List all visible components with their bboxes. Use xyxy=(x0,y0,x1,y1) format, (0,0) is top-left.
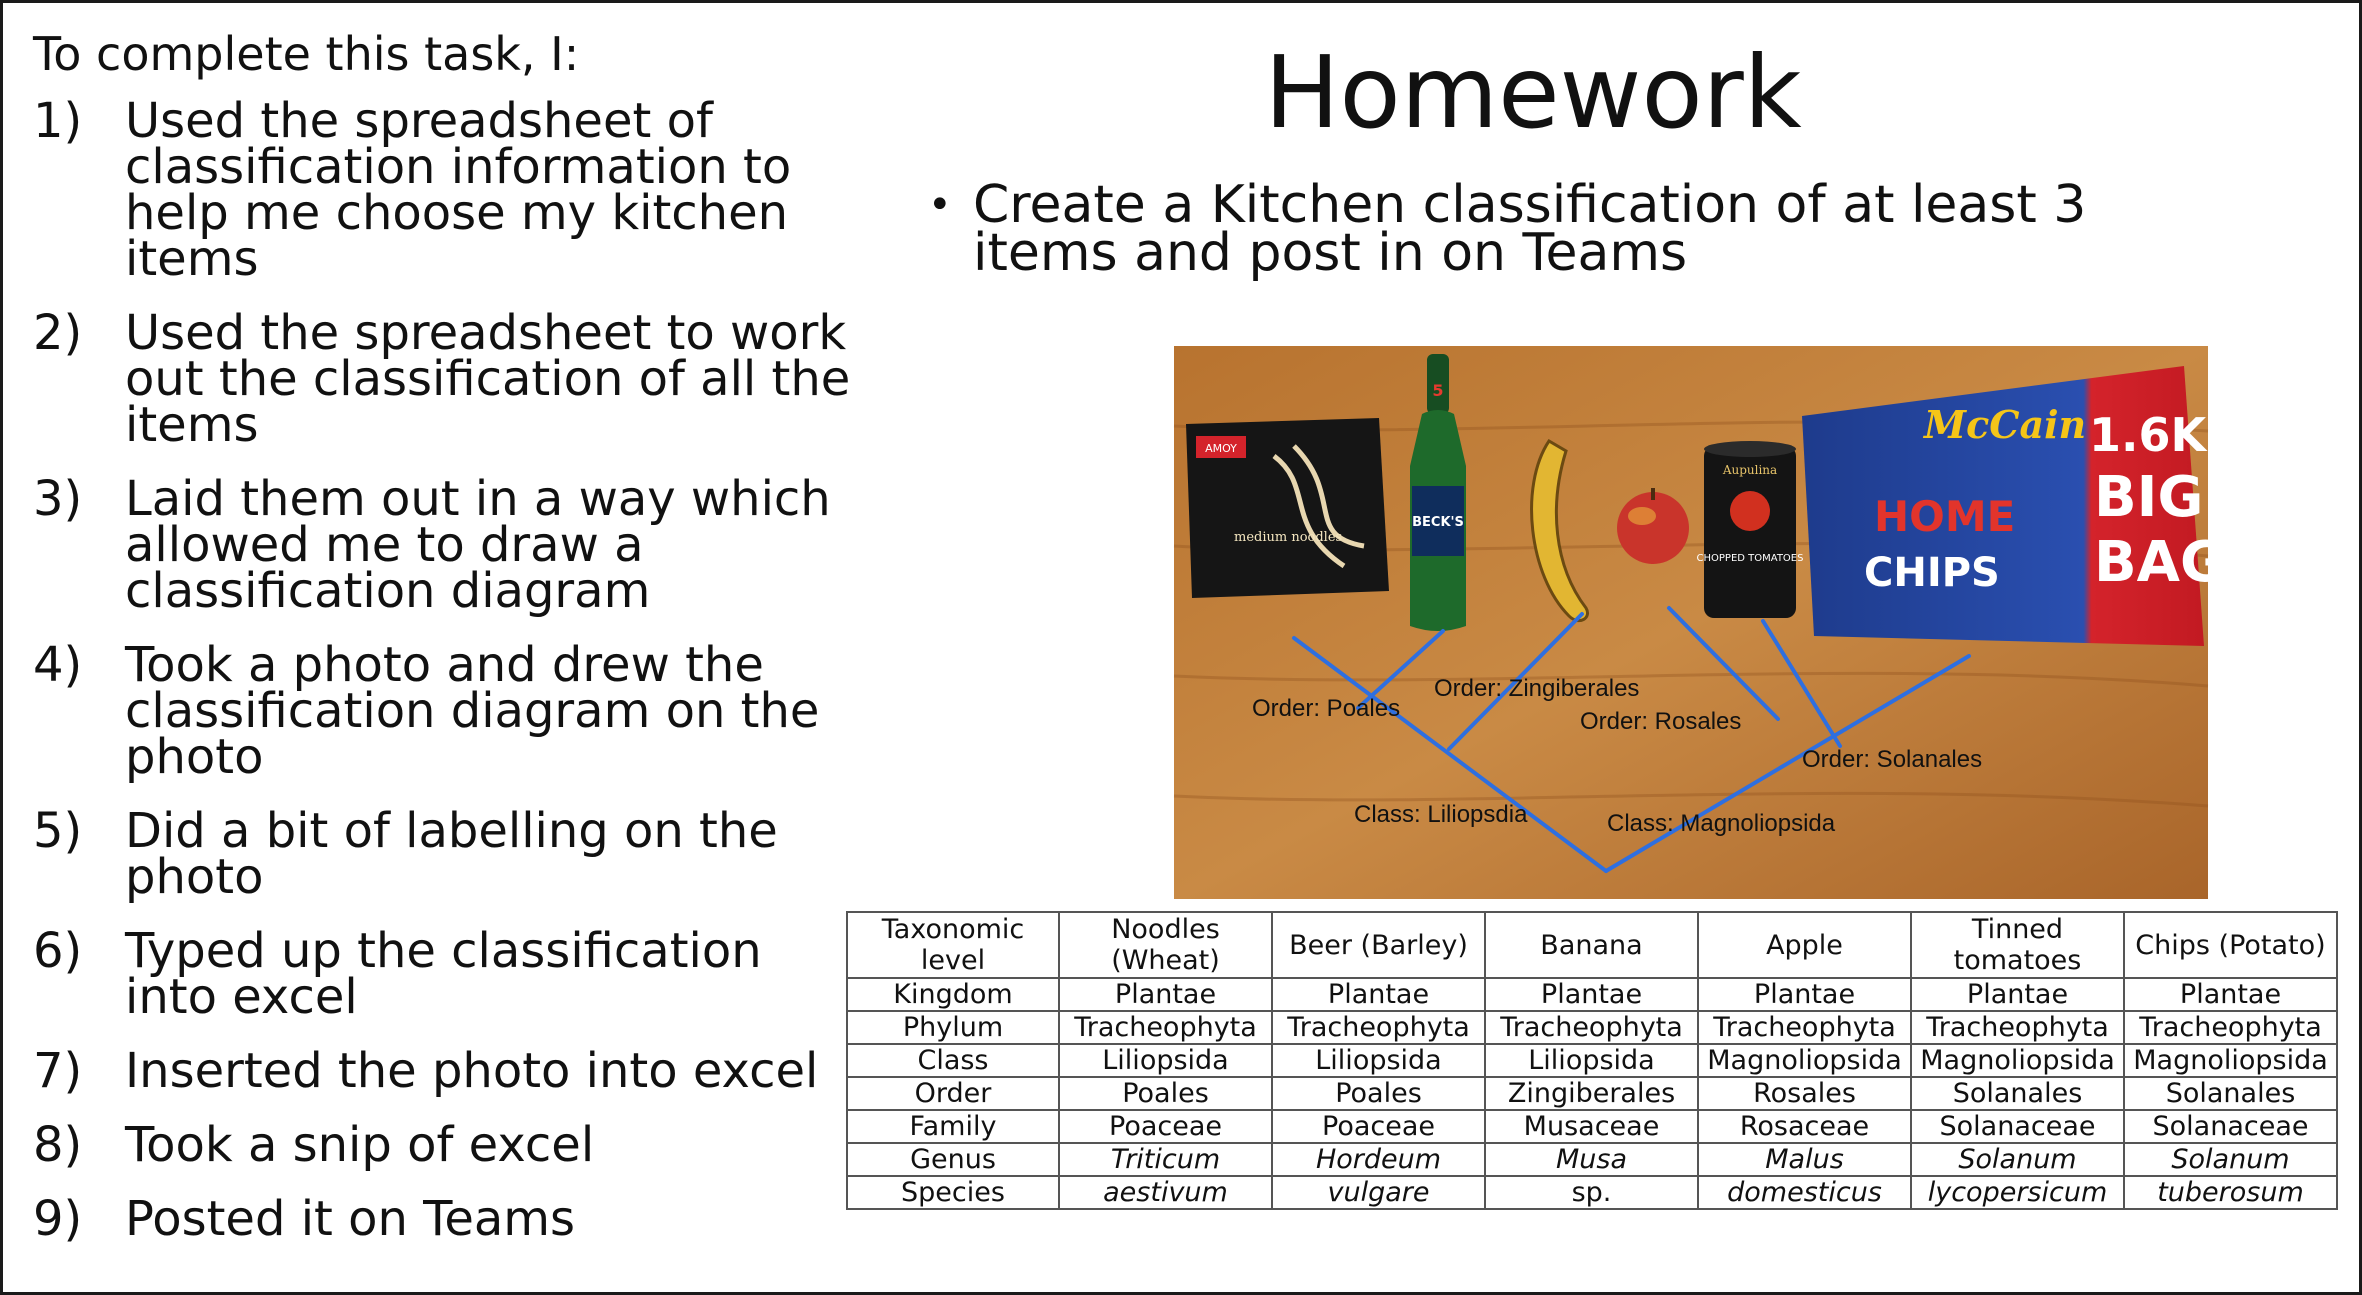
table-cell: Tracheophyta xyxy=(2124,1011,2337,1044)
table-cell: Family xyxy=(847,1110,1059,1143)
table-cell: Kingdom xyxy=(847,978,1059,1011)
amoy-label: AMOY xyxy=(1205,442,1237,455)
table-cell: lycopersicum xyxy=(1911,1176,2124,1209)
table-cell: Plantae xyxy=(1059,978,1272,1011)
table-cell: Tracheophyta xyxy=(1698,1011,1911,1044)
size-label: 1.6KG xyxy=(2089,408,2244,462)
table-cell: Liliopsida xyxy=(1272,1044,1485,1077)
table-cell: Tracheophyta xyxy=(1059,1011,1272,1044)
table-cell: Magnoliopsida xyxy=(1698,1044,1911,1077)
header-tinned-tomatoes: Tinned tomatoes xyxy=(1911,912,2124,978)
header-banana: Banana xyxy=(1485,912,1698,978)
table-row xyxy=(847,1176,2337,1209)
big-label: BIG xyxy=(2094,465,2204,530)
table-cell: Poales xyxy=(1059,1077,1272,1110)
table-cell: Plantae xyxy=(1911,978,2124,1011)
label-order-poales: Order: Poales xyxy=(1252,695,1401,722)
becks-number: 5 xyxy=(1432,381,1444,400)
step-text: Used the spreadsheet of classification information to help me choose my kitchen items xyxy=(125,93,792,287)
table-row xyxy=(847,1011,2337,1044)
table-cell: domesticus xyxy=(1698,1176,1911,1209)
step-number: 8) xyxy=(33,1117,83,1173)
step-item xyxy=(33,471,853,619)
step-number: 7) xyxy=(33,1043,83,1099)
intro-text: To complete this task, I: xyxy=(33,27,580,81)
step-item xyxy=(33,803,853,905)
home-label: HOME xyxy=(1874,492,2016,541)
bullet-dot: • xyxy=(928,182,952,228)
table-cell: Tracheophyta xyxy=(1911,1011,2124,1044)
step-item xyxy=(33,1043,853,1099)
step-text: Used the spreadsheet to work out the classification of all the items xyxy=(125,305,851,453)
tomato-label: CHOPPED TOMATOES xyxy=(1696,553,1804,564)
label-class-magnoliopsida: Class: Magnoliopsida xyxy=(1607,810,1836,837)
step-item xyxy=(33,923,853,1025)
table-cell: Poaceae xyxy=(1272,1110,1485,1143)
step-text: Laid them out in a way which allowed me to draw a classification diagram xyxy=(125,471,831,619)
table-cell: Plantae xyxy=(1272,978,1485,1011)
header-taxonomic-level: Taxonomic level xyxy=(847,912,1059,978)
label-order-solanales: Order: Solanales xyxy=(1802,746,1983,773)
step-text: Did a bit of labelling on the photo xyxy=(125,803,778,905)
homework-bullet xyxy=(928,175,2228,283)
step-item xyxy=(33,1117,853,1173)
step-number: 3) xyxy=(33,471,83,527)
header-apple: Apple xyxy=(1698,912,1911,978)
table-cell: Musaceae xyxy=(1485,1110,1698,1143)
table-cell: Phylum xyxy=(847,1011,1059,1044)
table-header-row xyxy=(847,912,2337,978)
table-cell: Solanum xyxy=(2124,1143,2337,1176)
table-cell: Triticum xyxy=(1059,1143,1272,1176)
step-item xyxy=(33,305,853,453)
step-item xyxy=(33,1191,853,1247)
label-class-liliopsida: Class: Liliopsdia xyxy=(1354,801,1528,828)
table-cell: Poales xyxy=(1272,1077,1485,1110)
step-item xyxy=(33,93,853,287)
bag-label: BAG xyxy=(2094,530,2226,595)
table-cell: Poaceae xyxy=(1059,1110,1272,1143)
table-row xyxy=(847,1143,2337,1176)
step-number: 9) xyxy=(33,1191,83,1247)
tomato-can xyxy=(1697,441,1804,618)
table-cell: Musa xyxy=(1485,1143,1698,1176)
table-cell: Species xyxy=(847,1176,1059,1209)
table-cell: Solanales xyxy=(1911,1077,2124,1110)
label-order-zingiberales: Order: Zingiberales xyxy=(1434,675,1640,702)
table-cell: Magnoliopsida xyxy=(2124,1044,2337,1077)
table-cell: Rosaceae xyxy=(1698,1110,1911,1143)
header-noodles: Noodles (Wheat) xyxy=(1059,912,1272,978)
step-number: 5) xyxy=(33,803,83,859)
step-number: 4) xyxy=(33,637,83,693)
table-row xyxy=(847,1110,2337,1143)
table-cell: Class xyxy=(847,1044,1059,1077)
table-cell: Solanales xyxy=(2124,1077,2337,1110)
noodles-packet xyxy=(1186,418,1389,598)
table-cell: tuberosum xyxy=(2124,1176,2337,1209)
table-row xyxy=(847,978,2337,1011)
table-cell: Tracheophyta xyxy=(1485,1011,1698,1044)
table-cell: vulgare xyxy=(1272,1176,1485,1209)
table-cell: Tracheophyta xyxy=(1272,1011,1485,1044)
noodles-label: medium noodles xyxy=(1234,530,1343,545)
table-cell: Magnoliopsida xyxy=(1911,1044,2124,1077)
step-item xyxy=(33,637,853,785)
table-cell: Liliopsida xyxy=(1059,1044,1272,1077)
table-cell: aestivum xyxy=(1059,1176,1272,1209)
table-cell: Solanaceae xyxy=(2124,1110,2337,1143)
chips-bag xyxy=(1802,366,2244,646)
step-number: 2) xyxy=(33,305,83,361)
slide-title: Homework xyxy=(1264,34,1802,151)
chips-label: CHIPS xyxy=(1864,550,2000,596)
header-beer: Beer (Barley) xyxy=(1272,912,1485,978)
bullet-text: Create a Kitchen classification of at least 3 items and post in on Teams xyxy=(973,175,2087,283)
step-number: 1) xyxy=(33,93,83,149)
table-cell: Rosales xyxy=(1698,1077,1911,1110)
label-order-rosales: Order: Rosales xyxy=(1580,708,1742,735)
mccain-label: McCain xyxy=(1924,402,2087,447)
step-text: Typed up the classification into excel xyxy=(125,923,762,1025)
table-cell: Plantae xyxy=(1485,978,1698,1011)
table-cell: Solanaceae xyxy=(1911,1110,2124,1143)
table-row xyxy=(847,1044,2337,1077)
header-chips: Chips (Potato) xyxy=(2124,912,2337,978)
table-cell: Zingiberales xyxy=(1485,1077,1698,1110)
step-text: Took a snip of excel xyxy=(125,1117,595,1173)
step-text: Took a photo and drew the classification diagram on the photo xyxy=(125,637,820,785)
kitchen-classification-photo xyxy=(1174,346,2244,899)
table-cell: Hordeum xyxy=(1272,1143,1485,1176)
table-row xyxy=(847,1077,2337,1110)
steps-list xyxy=(33,93,853,1270)
table-cell: Liliopsida xyxy=(1485,1044,1698,1077)
table-cell: Malus xyxy=(1698,1143,1911,1176)
step-text: Posted it on Teams xyxy=(125,1191,576,1247)
table-cell: Plantae xyxy=(1698,978,1911,1011)
step-number: 6) xyxy=(33,923,83,979)
table-cell: Plantae xyxy=(2124,978,2337,1011)
becks-label: BECK'S xyxy=(1412,515,1464,530)
table-cell: Genus xyxy=(847,1143,1059,1176)
tomato-brand-label: Aupulina xyxy=(1722,463,1778,477)
table-cell: Order xyxy=(847,1077,1059,1110)
table-cell: sp. xyxy=(1485,1176,1698,1209)
classification-table xyxy=(846,911,2338,1210)
step-text: Inserted the photo into excel xyxy=(125,1043,819,1099)
table-cell: Solanum xyxy=(1911,1143,2124,1176)
